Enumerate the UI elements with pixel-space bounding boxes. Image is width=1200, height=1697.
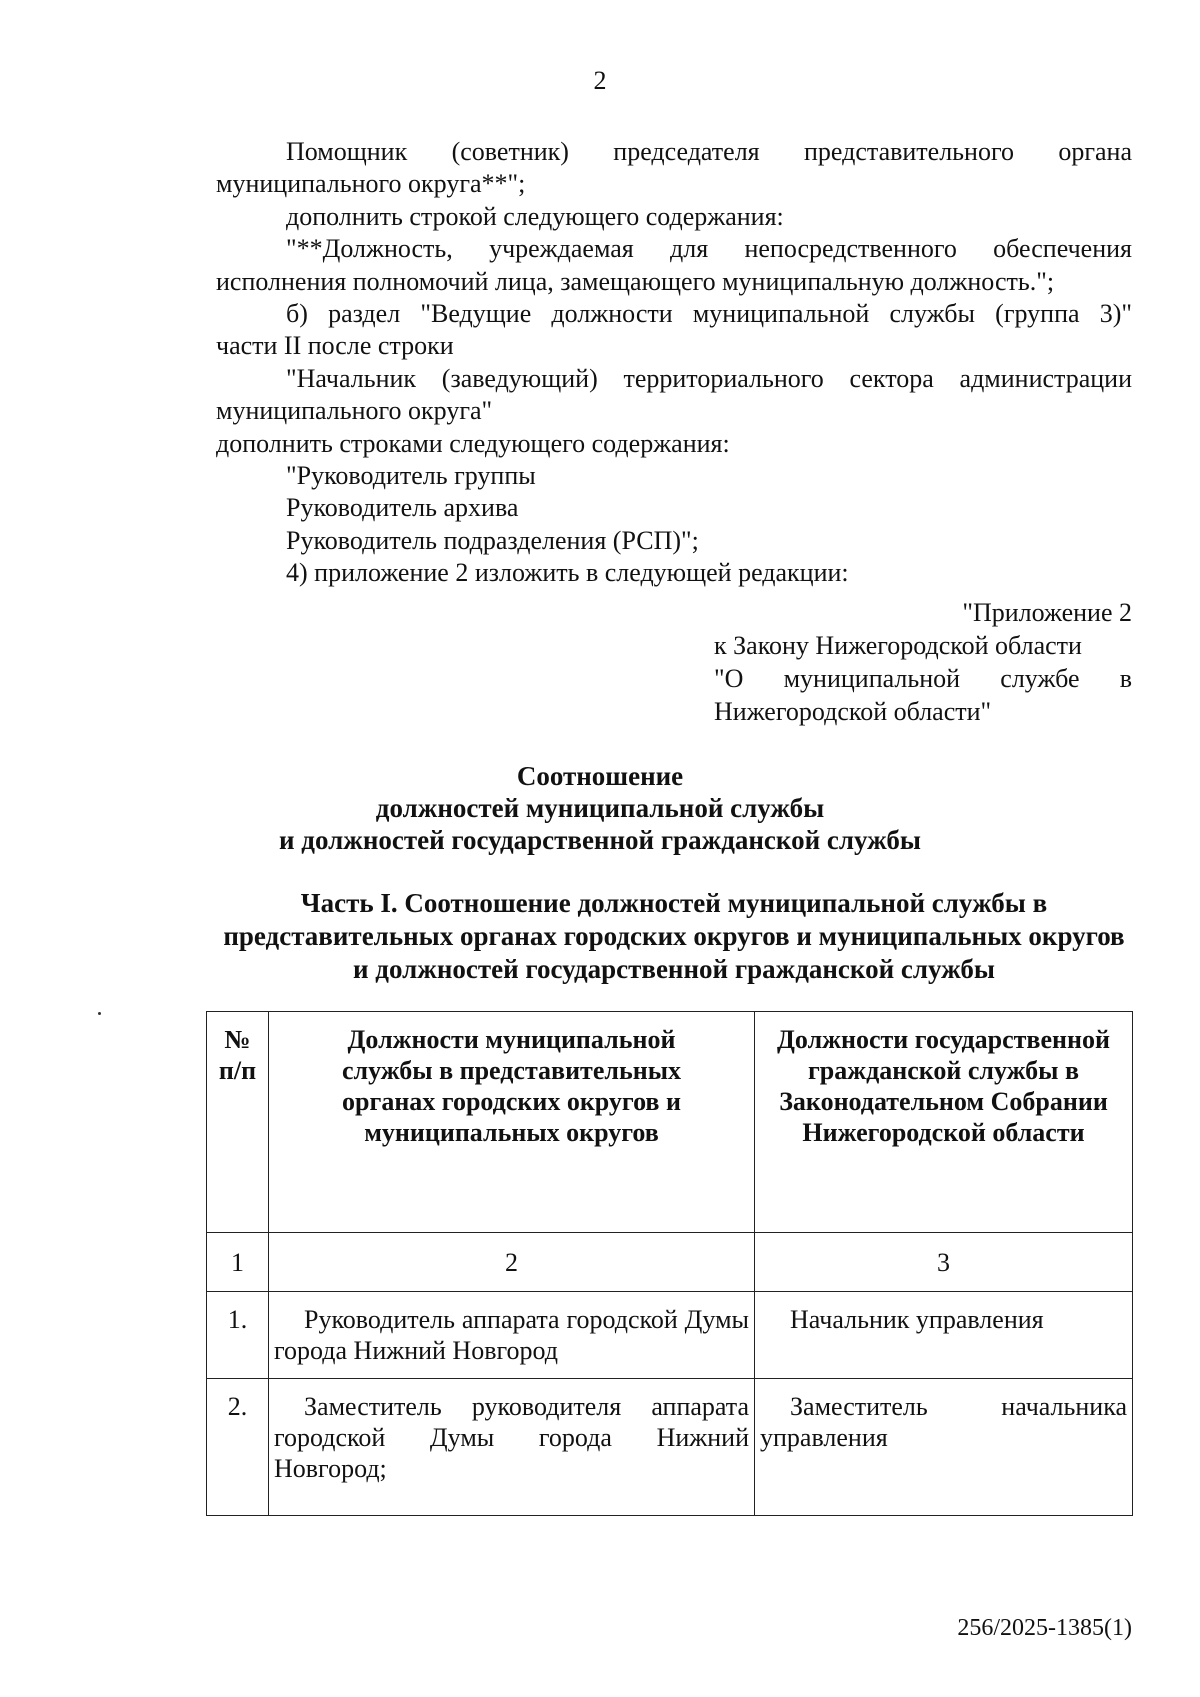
state-position: Начальник управления bbox=[755, 1292, 1133, 1379]
document-code: 256/2025-1385(1) bbox=[957, 1615, 1132, 1641]
paragraph-footnote: "**Должность, учреждаемая для непосредственного обеспечения исполнения полномочий лица, замещающего муниципальную должность."; bbox=[216, 234, 1132, 296]
table-numbering-row bbox=[207, 1233, 1133, 1292]
paragraph-head-sector: "Начальник (заведующий) территориального сектора администрации муниципального округа" bbox=[216, 363, 1132, 426]
paragraph-archive-head: Руководитель архива bbox=[286, 493, 519, 523]
municipal-position: Заместитель руководителя аппарата городской Думы города Нижний Новгород; bbox=[269, 1379, 755, 1516]
appendix-line-1: "Приложение 2 bbox=[962, 598, 1132, 627]
document-title bbox=[0, 760, 1200, 856]
appendix-header bbox=[714, 596, 1132, 728]
numbering-cell: 1 bbox=[207, 1233, 269, 1292]
municipal-position: Руководитель аппарата городской Думы города Нижний Новгород bbox=[269, 1292, 755, 1379]
paragraph-add-row: дополнить строкой следующего содержания: bbox=[286, 201, 784, 231]
page-number: 2 bbox=[593, 66, 607, 95]
title-line-2: должностей муниципальной службы bbox=[375, 793, 825, 823]
paragraph-section-b-line2: части II после строки bbox=[216, 331, 454, 361]
header-cell-state: Должности государственной гражданской службы в Законодательном Собрании Нижегородской области bbox=[755, 1012, 1133, 1233]
numbering-cell: 3 bbox=[755, 1233, 1133, 1292]
title-line-1: Соотношение bbox=[516, 761, 684, 791]
paragraph-add-rows: дополнить строками следующего содержания: bbox=[216, 428, 730, 458]
table-row bbox=[207, 1292, 1133, 1379]
title-line-3: и должностей государственной гражданской службы bbox=[279, 825, 921, 855]
correspondence-table bbox=[206, 1011, 1133, 1516]
paragraph-assistant-line2: муниципального округа**"; bbox=[216, 169, 526, 199]
part-title: Часть I. Соотношение должностей муниципальной службы в представительных органах городских округов и муниципальных округов и должностей государственной гражданской службы bbox=[223, 888, 1125, 984]
appendix-line-4: Нижегородской области" bbox=[714, 697, 992, 726]
appendix-line-3: "О муниципальной службе в bbox=[714, 664, 1132, 693]
row-number: 1. bbox=[207, 1292, 269, 1379]
numbering-cell: 2 bbox=[269, 1233, 755, 1292]
header-cell-municipal: Должности муниципальной службы в представительных органах городских округов и муниципальных округов bbox=[269, 1012, 755, 1233]
scan-speck bbox=[98, 1012, 101, 1015]
table-header-row bbox=[207, 1012, 1133, 1233]
table-row bbox=[207, 1379, 1133, 1516]
row-number: 2. bbox=[207, 1379, 269, 1516]
paragraph-group-head: "Руководитель группы bbox=[286, 461, 536, 491]
state-position: Заместитель начальника управления bbox=[755, 1379, 1133, 1516]
paragraph-section-b-line1: б) раздел "Ведущие должности муниципальной службы (группа 3)" bbox=[286, 299, 1132, 329]
paragraph-assistant-line1: Помощник (советник) председателя представительного органа bbox=[286, 137, 1132, 166]
paragraph-unit-head: Руководитель подразделения (РСП)"; bbox=[286, 525, 699, 555]
paragraph-appendix-2: 4) приложение 2 изложить в следующей редакции: bbox=[286, 558, 849, 588]
body-text bbox=[216, 136, 1132, 590]
appendix-line-2: к Закону Нижегородской области bbox=[714, 631, 1082, 660]
header-cell-number: № п/п bbox=[207, 1012, 269, 1233]
